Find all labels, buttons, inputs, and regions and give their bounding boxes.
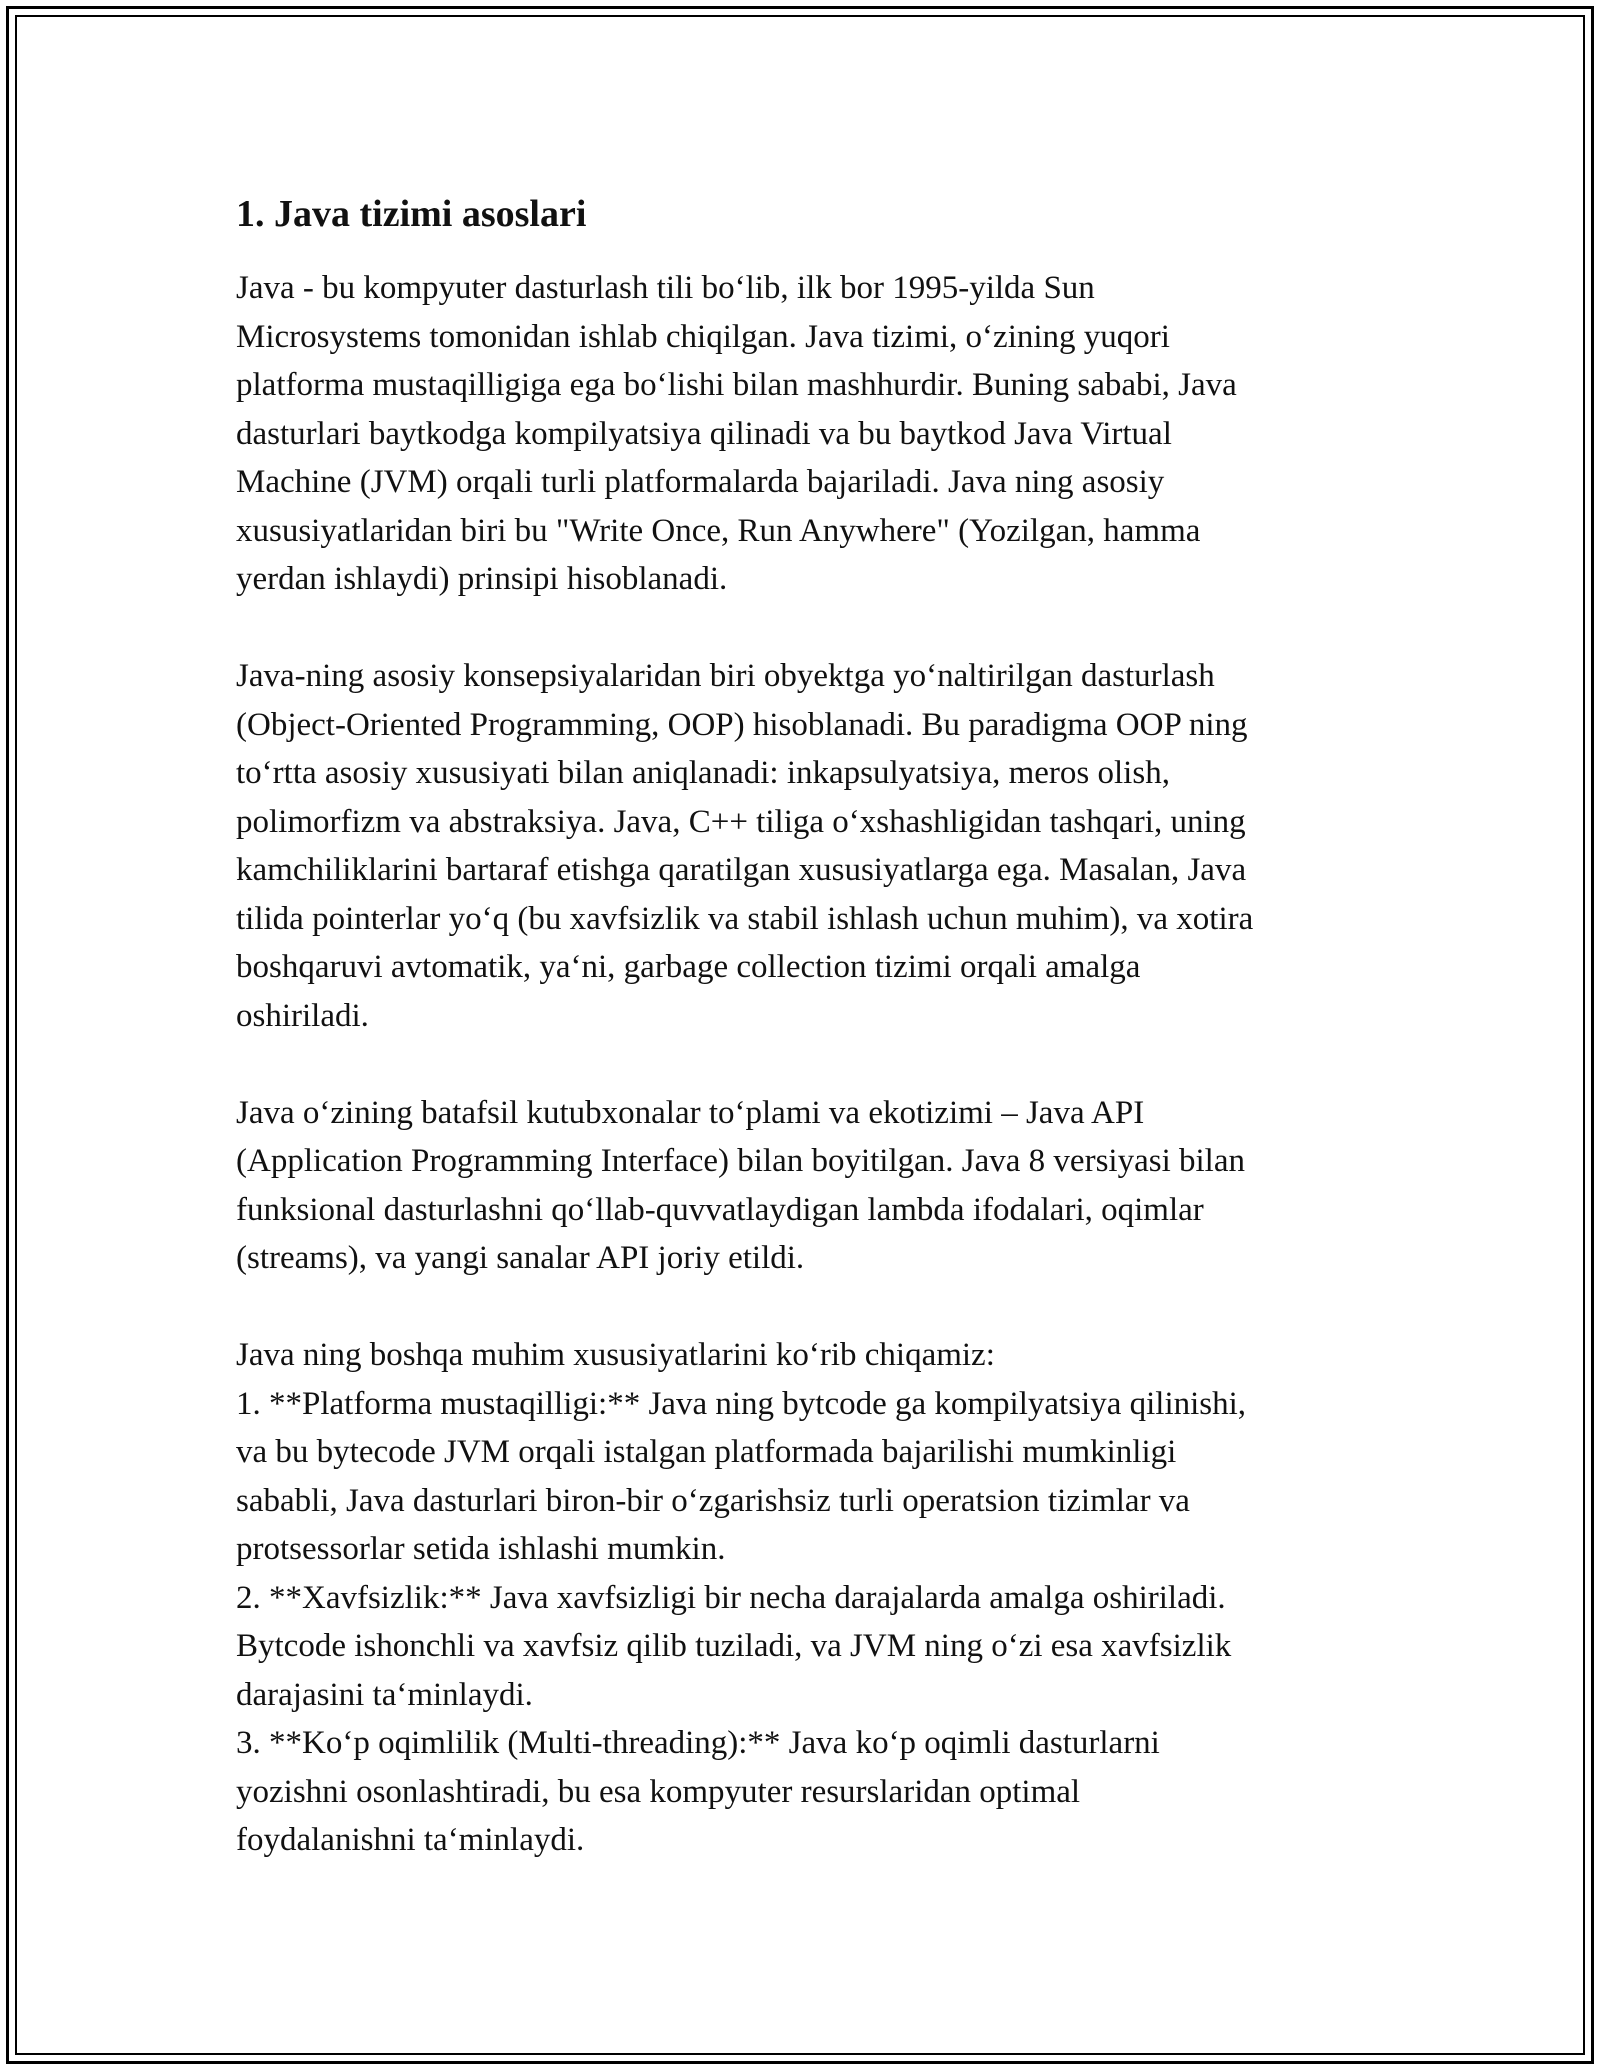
text-line: (Object-Oriented Programming, OOP) hisoblanadi. Bu paradigma OOP ning xyxy=(236,706,1248,743)
text-line: va bu bytecode JVM orqali istalgan platformada bajarilishi mumkinligi xyxy=(236,1434,1177,1470)
text-line: yozishni osonlashtiradi, bu esa kompyuter resurslaridan optimal xyxy=(236,1773,1081,1810)
text-line: dasturlari baytkodga kompilyatsiya qilinadi va bu baytkod Java Virtual xyxy=(236,415,1172,452)
text-line: darajasini ta‘minlaydi. xyxy=(236,1676,533,1713)
text-line: protsessorlar setida ishlashi mumkin. xyxy=(236,1531,726,1567)
text-line: Java-ning asosiy konsepsiyalaridan biri obyektga yo‘naltirilgan dasturlash xyxy=(236,658,1215,694)
section-heading: 1. Java tizimi asoslari xyxy=(236,193,587,235)
text-line: xususiyatlaridan biri bu "Write Once, Run Anywhere" (Yozilgan, hamma xyxy=(236,512,1201,549)
text-line: Machine (JVM) orqali turli platformalarda bajariladi. Java ning asosiy xyxy=(236,464,1165,500)
text-line: (Application Programming Interface) bilan boyitilgan. Java 8 versiyasi bilan xyxy=(236,1143,1245,1179)
text-line: Java ning boshqa muhim xususiyatlarini ko‘rib chiqamiz: xyxy=(236,1337,995,1373)
text-line: tilida pointerlar yo‘q (bu xavfsizlik va stabil ishlash uchun muhim), va xotira xyxy=(236,900,1254,937)
text-line: foydalanishni ta‘minlaydi. xyxy=(236,1822,585,1858)
text-line: Bytcode ishonchli va xavfsiz qilib tuziladi, va JVM ning o‘zi esa xavfsizlik xyxy=(236,1628,1232,1664)
text-line: 1. **Platforma mustaqilligi:** Java ning bytcode ga kompilyatsiya qilinishi, xyxy=(236,1385,1247,1422)
text-line: funksional dasturlashni qo‘llab-quvvatlaydigan lambda ifodalari, oqimlar xyxy=(236,1191,1204,1228)
text-line: 3. **Ko‘p oqimlilik (Multi-threading):** Java ko‘p oqimli dasturlarni xyxy=(236,1725,1160,1761)
text-line: Java o‘zining batafsil kutubxonalar to‘plami va ekotizimi – Java API xyxy=(236,1094,1145,1131)
text-line: Java - bu kompyuter dasturlash tili bo‘lib, ilk bor 1995-yilda Sun xyxy=(236,270,1095,306)
text-line: boshqaruvi avtomatik, ya‘ni, garbage collection tizimi orqali amalga xyxy=(236,949,1141,985)
document-body xyxy=(236,188,1386,1865)
text-line: polimorfizm va abstraksiya. Java, C++ tiliga o‘xshashligidan tashqari, uning xyxy=(236,803,1246,840)
paragraph-oop xyxy=(236,652,1386,1040)
text-line: kamchiliklarini bartaraf etishga qaratilgan xususiyatlarga ega. Masalan, Java xyxy=(236,852,1247,888)
text-line: 2. **Xavfsizlik:** Java xavfsizligi bir necha darajalarda amalga oshiriladi. xyxy=(236,1579,1226,1616)
text-line: oshiriladi. xyxy=(236,997,369,1034)
text-line: Microsystems tomonidan ishlab chiqilgan. Java tizimi, o‘zining yuqori xyxy=(236,318,1170,355)
text-line: yerdan ishlaydi) prinsipi hisoblanadi. xyxy=(236,561,728,597)
paragraph-features xyxy=(236,1331,1386,1865)
text-line: to‘rtta asosiy xususiyati bilan aniqlanadi: inkapsulyatsiya, meros olish, xyxy=(236,755,1170,791)
paragraph-api xyxy=(236,1089,1386,1283)
text-line: (streams), va yangi sanalar API joriy etildi. xyxy=(236,1240,805,1276)
text-line: sababli, Java dasturlari biron-bir o‘zgarishsiz turli operatsion tizimlar va xyxy=(236,1482,1190,1519)
text-line: platforma mustaqilligiga ega bo‘lishi bilan mashhurdir. Buning sababi, Java xyxy=(236,367,1237,403)
paragraph-intro xyxy=(236,264,1386,604)
